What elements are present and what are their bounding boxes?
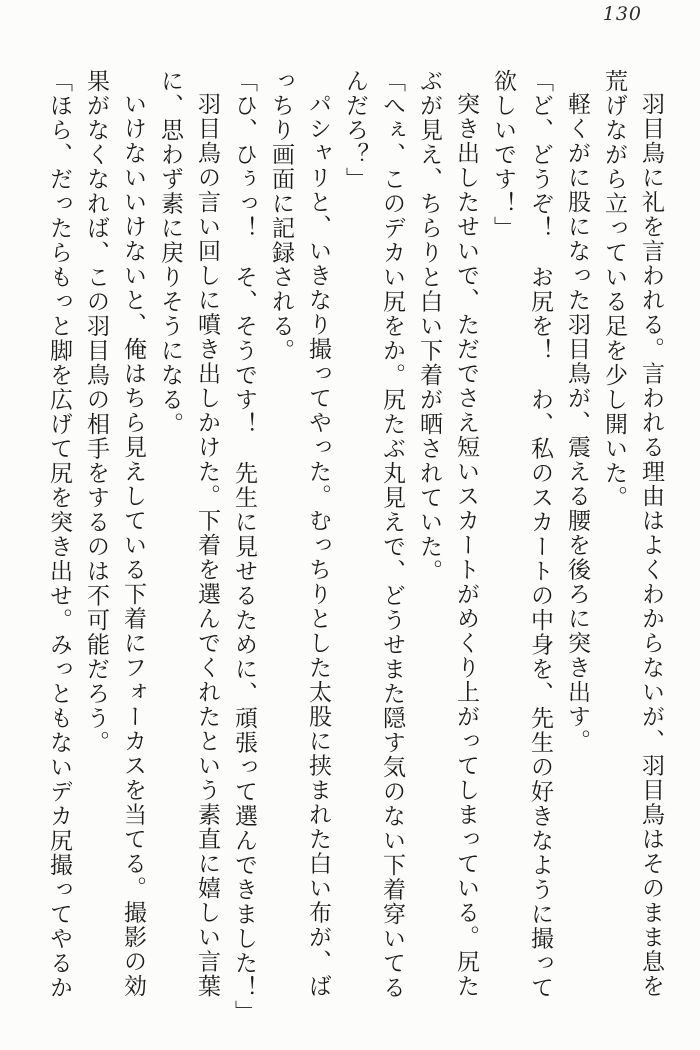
- text-column: 羽目鳥に礼を言われる。言われる理由はよくわからないが、羽目鳥はそのまま息を: [638, 92, 664, 999]
- text-column: パシャリと、いきなり撮ってやった。むっちりとした太股に挟まれた白い布が、ば: [305, 92, 331, 999]
- text-column: んだろ？」: [342, 69, 368, 192]
- text-column: 「ど、どうぞ！ お尻を！ わ、私のスカートの中身を、先生の好きなように撮って: [527, 69, 553, 1000]
- text-column: 欲しいです！」: [490, 69, 516, 241]
- text-column: 「ほら、だったらもっと脚を広げて尻を突き出せ。みっともないデカ尻撮ってやるか: [46, 69, 72, 1000]
- text-column: 荒げながら立っている足を少し開いた。: [601, 69, 627, 510]
- text-column: 軽くがに股になった羽目鳥が、震える腰を後ろに突き出す。: [564, 92, 590, 754]
- text-column: 突き出したせいで、ただでさえ短いスカートがめくり上がってしまっている。尻た: [453, 92, 479, 999]
- vertical-text-block: [37, 69, 669, 1025]
- text-column: っちり画面に記録される。: [268, 69, 294, 363]
- page-number: 130: [602, 3, 642, 25]
- text-column: 「ひ、ひぅっ！ そ、そうです！ 先生に見せるために、頑張って選んできました！」: [231, 69, 257, 1025]
- text-column: ぶが見え、ちらりと白い下着が晒されていた。: [416, 69, 442, 584]
- text-column: 羽目鳥の言い回しに噴き出しかけた。下着を選んでくれたという素直に嬉しい言葉: [194, 92, 220, 999]
- text-column: いけないいけないと、俺はちら見えしている下着にフォーカスを当てる。撮影の効: [120, 92, 146, 999]
- text-column: に、思わず素に戻りそうになる。: [157, 69, 183, 437]
- text-column: 「へぇ、このデカい尻をか。尻たぶ丸見えで、どうせまた隠す気のない下着穿いてる: [379, 69, 405, 1000]
- text-column: 果がなくなれば、この羽目鳥の相手をするのは不可能だろう。: [83, 69, 109, 755]
